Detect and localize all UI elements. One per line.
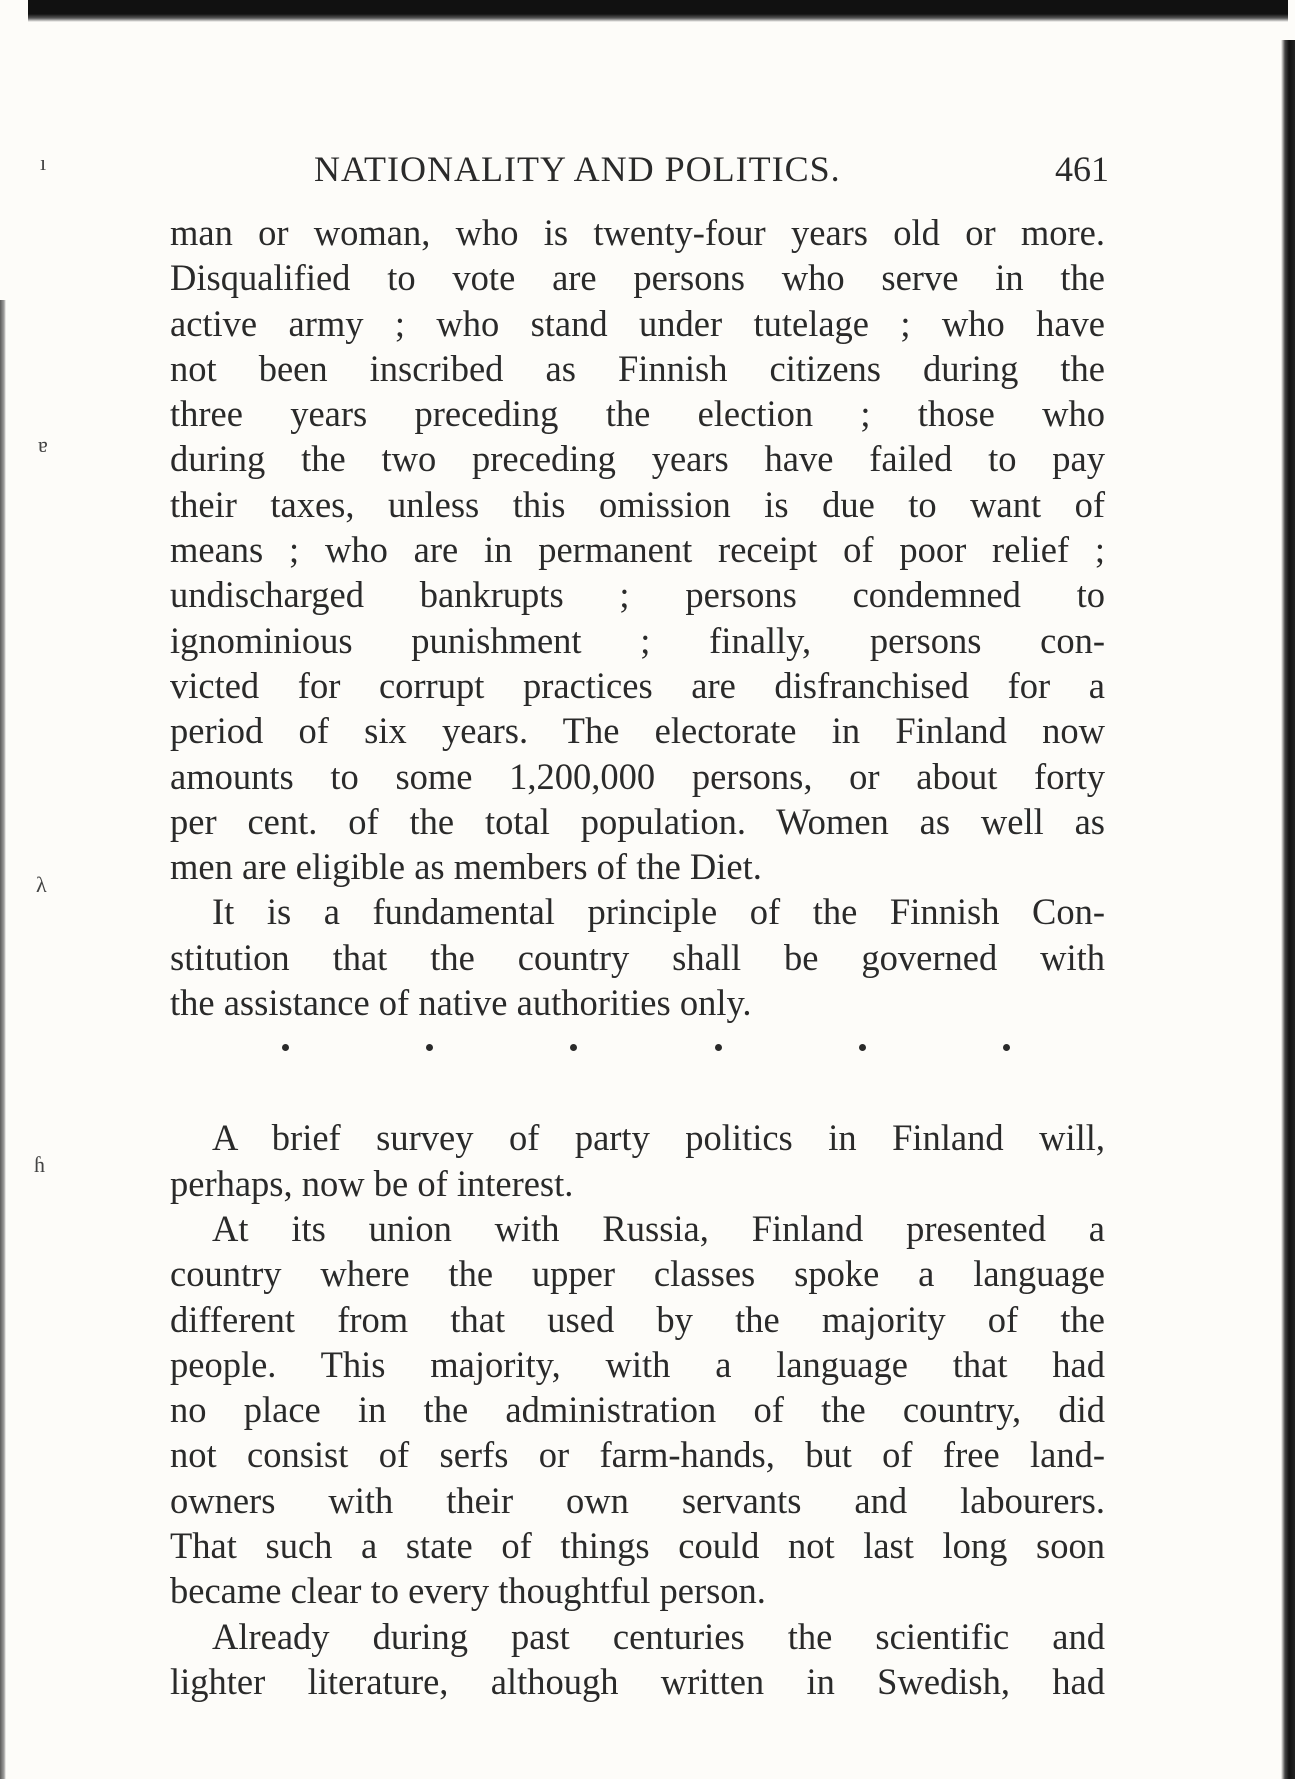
text-line: That such a state of things could not last long soon (170, 1525, 1105, 1567)
dot (859, 1044, 866, 1051)
dot (1003, 1044, 1010, 1051)
text-line: no place in the administration of the country, did (170, 1389, 1105, 1431)
scan-edge-right (1281, 40, 1295, 1779)
dot (715, 1044, 722, 1051)
text-line: It is a fundamental principle of the Finnish Con- (212, 891, 1105, 933)
scan-edge-top (28, 0, 1288, 22)
text-line: At its union with Russia, Finland presented a (212, 1207, 1105, 1249)
dot (426, 1044, 433, 1051)
text-line: Disqualified to vote are persons who serve in the (170, 257, 1105, 299)
text-line: undischarged bankrupts ; persons condemned to (170, 574, 1105, 616)
margin-mark: ɐ (38, 432, 48, 457)
text-line: the assistance of native authorities only. (170, 982, 752, 1024)
margin-mark: ɦ (34, 1152, 45, 1177)
text-line: people. This majority, with a language that had (170, 1343, 1105, 1385)
text-line: not consist of serfs or farm-hands, but of free land- (170, 1434, 1105, 1476)
page-number: 461 (1055, 149, 1109, 189)
page-header (0, 148, 1295, 188)
scan-edge-left (0, 300, 6, 1779)
text-line: Already during past centuries the scientific and (212, 1615, 1105, 1657)
dot (570, 1044, 577, 1051)
margin-mark: ı (40, 150, 47, 175)
text-line: not been inscribed as Finnish citizens during the (170, 347, 1105, 389)
text-line: per cent. of the total population. Women as well as (170, 800, 1105, 842)
text-line: different from that used by the majority of the (170, 1298, 1105, 1340)
margin-mark: λ (36, 872, 47, 897)
paragraph-literature (170, 1614, 1105, 1705)
running-head: NATIONALITY AND POLITICS. (314, 149, 841, 189)
text-line: A brief survey of party politics in Finland will, (212, 1117, 1105, 1159)
text-line: three years preceding the election ; those who (170, 393, 1105, 435)
text-line: ignominious punishment ; finally, persons con- (170, 619, 1105, 661)
text-line: became clear to every thoughtful person. (170, 1570, 766, 1612)
paragraph-constitution (170, 889, 1105, 1025)
text-line: during the two preceding years have failed to pay (170, 438, 1105, 480)
text-line: amounts to some 1,200,000 persons, or about forty (170, 755, 1105, 797)
text-line: country where the upper classes spoke a language (170, 1253, 1105, 1295)
text-line: men are eligible as members of the Diet. (170, 846, 762, 888)
text-line: period of six years. The electorate in Finland now (170, 710, 1105, 752)
text-line: lighter literature, although written in Swedish, had (170, 1660, 1105, 1702)
text-line: active army ; who stand under tutelage ; who have (170, 302, 1105, 344)
text-line: victed for corrupt practices are disfranchised for a (170, 664, 1105, 706)
text-line: their taxes, unless this omission is due to want of (170, 483, 1105, 525)
dot (282, 1044, 289, 1051)
paragraph-party-politics (170, 1115, 1105, 1206)
body-text (170, 210, 1105, 1704)
paragraph-electorate (170, 210, 1105, 889)
text-line: owners with their own servants and labourers. (170, 1479, 1105, 1521)
omission-dots (170, 1025, 1105, 1070)
text-line: man or woman, who is twenty-four years old or more. (170, 212, 1105, 253)
text-line: stitution that the country shall be governed with (170, 936, 1105, 978)
text-line: means ; who are in permanent receipt of poor relief ; (170, 529, 1105, 571)
paragraph-union (170, 1206, 1105, 1614)
text-line: perhaps, now be of interest. (170, 1162, 574, 1204)
